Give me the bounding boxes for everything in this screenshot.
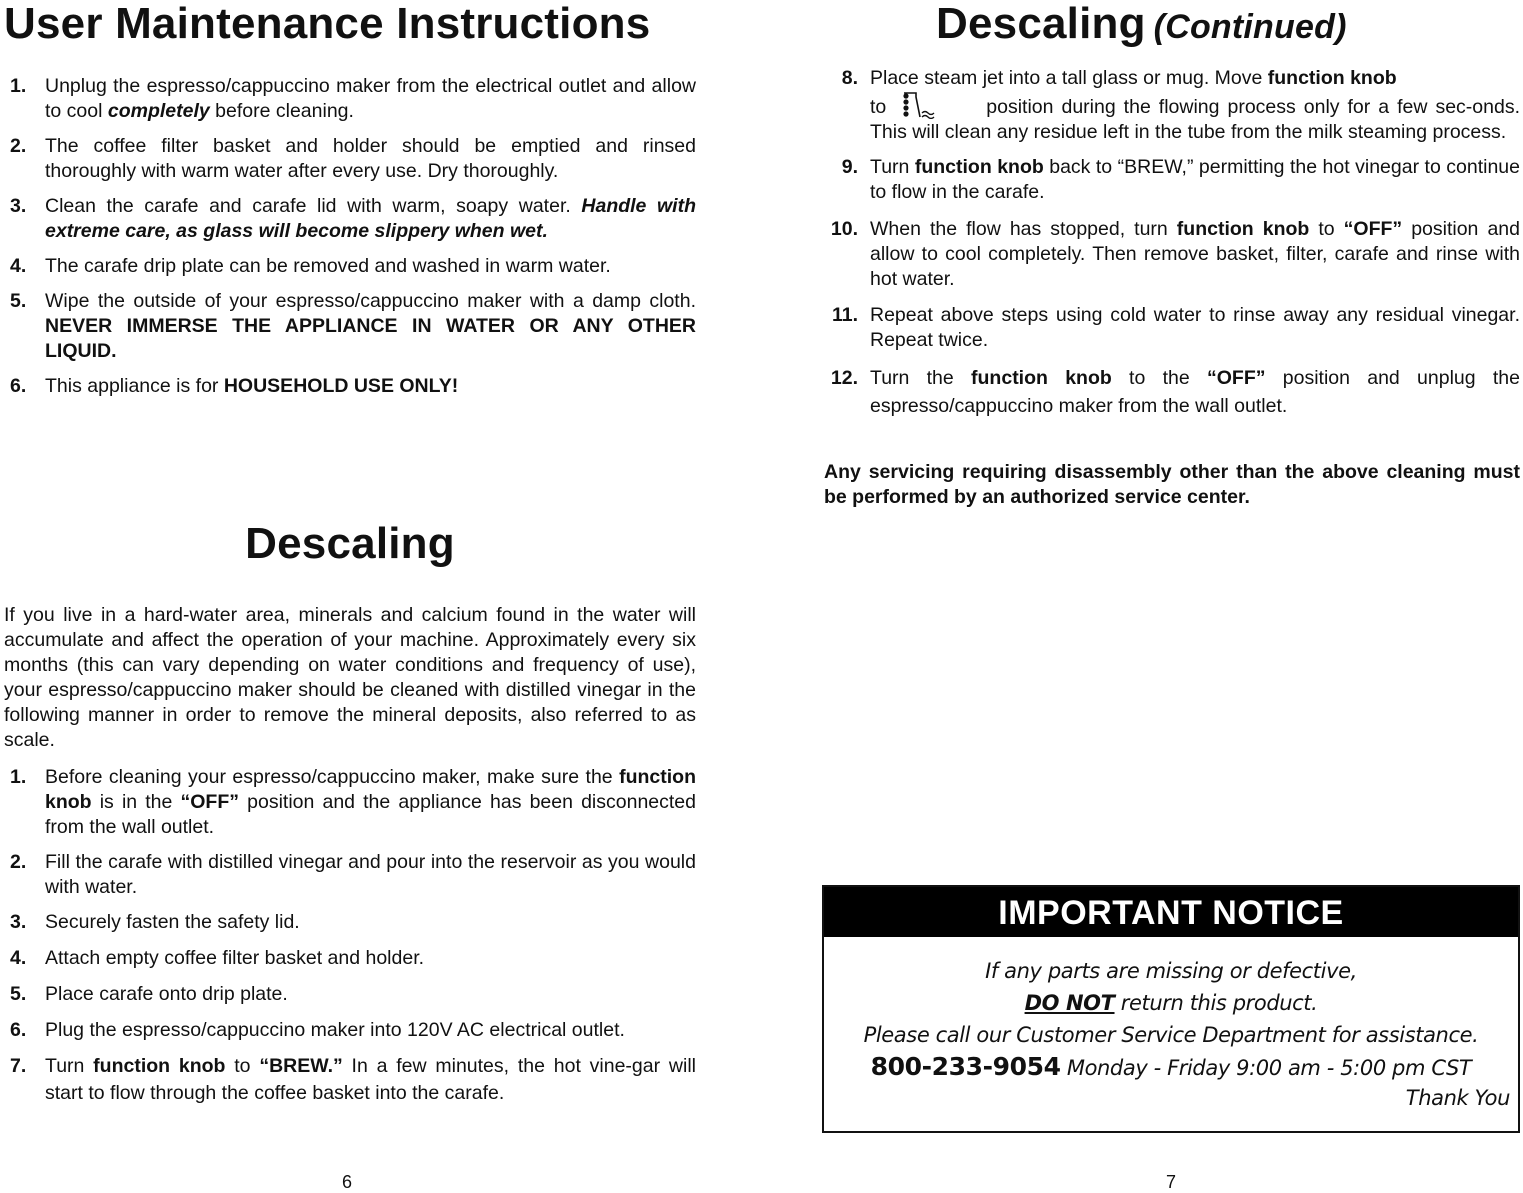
list-item: 5. Place carafe onto drip plate.: [10, 983, 288, 1005]
steam-position-icon: [900, 91, 938, 119]
list-item: 4. The carafe drip plate can be removed and washed in warm water.: [10, 255, 611, 277]
notice-thanks: Thank You: [1405, 1086, 1510, 1110]
notice-body: [824, 937, 1518, 1112]
list-item: 3. Securely fasten the safety lid.: [10, 911, 300, 933]
notice-title: IMPORTANT NOTICE: [824, 887, 1518, 937]
notice-line-2: DO NOT return this product.: [1024, 991, 1318, 1015]
list-item: 10. When the flow has stopped, turn function knob to “OFF” position and allow to cool completely. Then remove basket, filter, carafe and rinse with hot water.: [830, 218, 1520, 290]
page-title-descaling-continued: Descaling (Continued): [936, 0, 1347, 48]
notice-line-3: Please call our Customer Service Department for assistance.: [863, 1023, 1479, 1047]
page-number-left: 6: [342, 1172, 353, 1192]
descaling-intro: If you live in a hard-water area, minerals and calcium found in the water will accumulate and affect the operation of your machine. Approximately every six months (this can vary depending on water conditions and frequency of use), your espresso/cappuccino maker should be cleaned with distilled vinegar in the following manner in order to remove the mineral deposits, also referred to as scale.: [4, 604, 696, 751]
maintenance-steps: [4, 74, 696, 399]
list-item: 3. Clean the carafe and carafe lid with warm, soapy water. Handle with extreme care, as glass will become slippery when wet.: [10, 195, 697, 242]
list-item: 2. The coffee filter basket and holder should be emptied and rinsed thoroughly with warm water after every use. Dry thoroughly.: [10, 135, 696, 182]
page-title-maintenance: User Maintenance Instructions: [4, 0, 651, 48]
descaling-steps-continued: [824, 66, 1520, 420]
list-item: 6. Plug the espresso/cappuccino maker into 120V AC electrical outlet.: [10, 1019, 625, 1041]
list-item: 5. Wipe the outside of your espresso/cappuccino maker with a damp cloth. NEVER IMMERSE THE APPLIANCE IN WATER OR ANY OTHER LIQUID.: [10, 290, 696, 362]
list-item: 11. Repeat above steps using cold water to rinse away any residual vinegar. Repeat twice.: [831, 304, 1520, 351]
list-item: 1. Unplug the espresso/cappuccino maker from the electrical outlet and allow to cool completely before cleaning.: [10, 75, 696, 122]
list-item: 6. This appliance is for HOUSEHOLD USE ONLY!: [10, 375, 459, 397]
servicing-warning: Any servicing requiring disassembly other than the above cleaning must be performed by an authorized service center.: [824, 461, 1520, 508]
list-item: 12. Turn the function knob to the “OFF” position and unplug the espresso/cappuccino maker from the wall outlet.: [830, 367, 1520, 417]
descaling-steps: [4, 765, 696, 1107]
page-number-right: 7: [1166, 1172, 1177, 1192]
list-item: 1. Before cleaning your espresso/cappuccino maker, make sure the function knob is in the “OFF” position and the appliance has been disconnected from the wall outlet.: [10, 766, 696, 838]
important-notice-box: [822, 885, 1520, 1133]
list-item: 9. Turn function knob back to “BREW,” permitting the hot vinegar to continue to flow in the carafe.: [841, 156, 1520, 203]
notice-contact: 800-233-9054 Monday - Friday 9:00 am - 5:00 pm CST: [870, 1052, 1472, 1081]
notice-line-1: If any parts are missing or defective,: [985, 959, 1357, 983]
phone-number: 800-233-9054: [870, 1052, 1061, 1081]
section-title-descaling: Descaling: [245, 519, 455, 568]
list-item: 2. Fill the carafe with distilled vinegar and pour into the reservoir as you would with water.: [10, 851, 696, 898]
list-item: 8. Place steam jet into a tall glass or mug. Move function knob to position during the flowing process only for a few sec-onds. This will clean any residue left in the tube from the milk steaming process.: [841, 67, 1520, 143]
list-item: 7. Turn function knob to “BREW.” In a few minutes, the hot vine-gar will start to flow through the coffee basket into the carafe.: [10, 1055, 696, 1104]
list-item: 4. Attach empty coffee filter basket and holder.: [10, 947, 425, 969]
